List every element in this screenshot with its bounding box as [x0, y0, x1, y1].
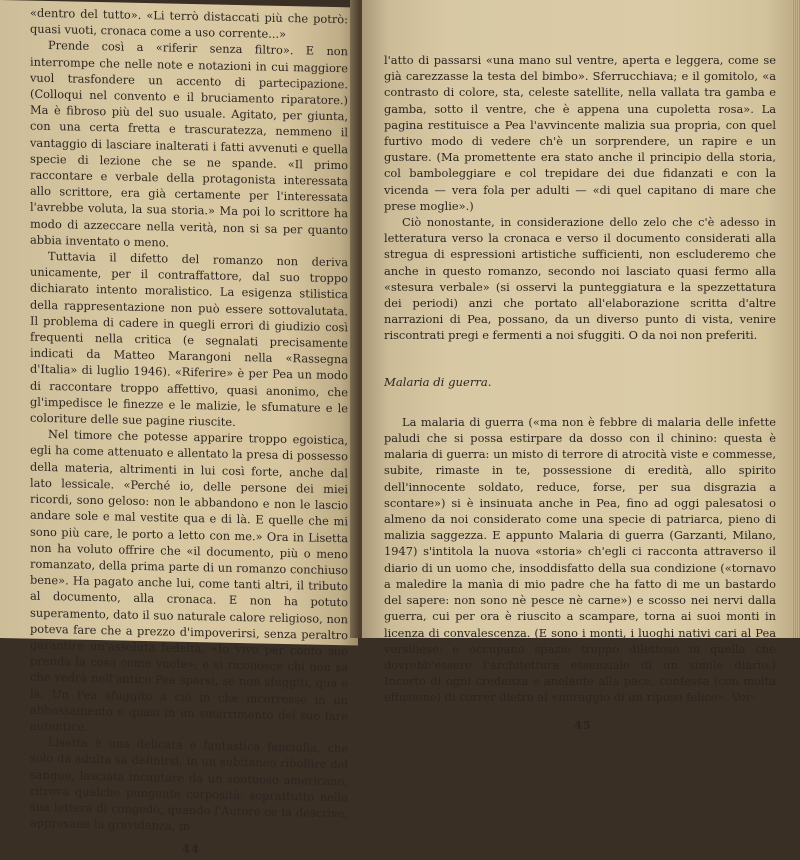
left-paragraph-5: Lisetta è una delicata e fantastica fanciulla, che solo da adulta sa definirsi, in un subitaneo ribollire del sangue, lasciata incantare da un sontuoso americano, ritrova qualche pungente corposità: soprattutto nella sua lettera di congedo, quando l'Autore ce la descrive, appresane la gravidanza, in [30, 735, 348, 834]
right-paragraph-3: La malaria di guerra («ma non è febbre di malaria delle infette paludi che si possa estirpare da dosso con il chinino: questa è malaria di guerra: un misto di terrore di atrocità viste e commesse, subite, rimaste in te, possessione di eredità, allo spirito dell'innocente soldato, reduce, forse, per sua disgrazia a scontare») si è insinuata anche in Pea, fino ad oggi palesatosi o almeno da noi considerato come una specie di patriarca, pieno di malizia saggezza. E appunto Malaria di guerra (Garzanti, Milano, 1947) s'intitola la nuova «storia» ch'egli ci racconta attraverso il diario di un uomo che, insoddisfatto della sua condizione («tornavo a maledire la manìa di mio padre che ha fatto di me un bastardo del sapere: non sono nè pesce nè carne») e scosso nei nervi dalla guerra, cui per ora è riuscito a scampare, torna ai suoi monti in licenza di convalescenza. (E sono i monti, i luoghi nativi cari al Pea versiliese: e occupano spazio troppo dilettoso in quella che dovrebb'essere l'architettura essenziale di un simile diario.) Incerto di ogni credenza e anelante alla pace, confessa (con molta effusione) di correr dietro al «miraggio di un riposo felice». Vor- [384, 414, 776, 705]
left-paragraph-4: Nel timore che potesse apparire troppo egoistica, egli ha come attenuato e allentato la presa di possesso della materia, altrimenti in lui così forte, anche dal lato lessicale. «Perché io, delle persone dei miei ricordi, sono geloso: non le abbandono e non le lascio andare sole e mal vestite qua e di là. E quelle che mi sono più care, le porto a letto con me.» Ora in Lisetta non ha voluto offrire che «il documento, più o meno romanzato, della prima parte di un romanzo conchiuso bene». Ha pagato anche lui, come tanti altri, il tributo al documento, alla cronaca. E non ha potuto superamento, dato il suo naturale calore religioso, non poteva fare che a prezzo d'impoverirsi, senza peraltro garantire un'assoluta fedeltà. «Io vivo per conto suo prenda la cosa come vuole»; e si riconosce chi non sa che vedrà nell'antico Pea sparsi, se non sfuggiti, qua e là. Un Pea sfuggito a ciò in che incorresse in un abbassamento e quasi in un smarrimento del suo fare autentico. [30, 427, 348, 734]
right-paragraph-2: Ciò nonostante, in considerazione dello zelo che c'è adesso in letteratura verso la cronaca e verso il documento considerati alla stregua di espressioni artistiche sufficienti, non escluderemo che anche in questo romanzo, secondo noi lasciato quasi fermo alla «stesura verbale» (si osservi la punteggiatura e la spezzettatura dei periodi) anzi che portato all'elaborazione scritta d'altre narrazioni di Pea, possano, da un diverso punto di vista, venire riscontrati pregi e fermenti a noi sfuggiti. O da noi non preferiti. [384, 215, 776, 343]
right-page [362, 0, 800, 732]
right-page-text [384, 52, 776, 706]
left-paragraph-2: Prende così a «riferir senza filtro». E non interrompe che nelle note e notazioni in cui maggiore vuol trasfondere un accento di partecipazione. (Colloqui nel convento e il bruciamento riparatore.) Ma è fibroso più del suo usuale. Agitato, per giunta, con una certa fretta e trascuratezza, nemmeno il vantaggio di lasciare inalterati i fatti avvenuti e quella specie di lezione che se ne spande. «Il primo raccontare e verbale della protagonista interessata allo scrittore, era già certamente per l'interessata l'avrebbe voluta, la sua storia.» Ma poi lo scrittore ha modo di azzeccare nella verità, non si sa per quanto abbia inventato o meno. [30, 38, 348, 250]
left-paragraph-1: «dentro del tutto». «Li terrò distaccati più che potrò: quasi vuoti, cronaca come a uso corrente...» [30, 5, 348, 42]
left-paragraph-3: Tuttavia il difetto del romanzo non deriva unicamente, per il contraffattore, dal suo troppo dichiarato intento moralistico. La esigenza stilistica della rappresentazione non può essere sottovalutata. Il problema di cadere in quegli errori di giudizio così frequenti nella critica (e segnalati precisamente indicati da Matteo Marangoni nella «Rassegna d'Italia» di luglio 1946). «Riferire» è per Pea un modo di raccontare troppo affettivo, quasi anonimo, che gl'impedisce le finezze e le malizie, le sfumature e le coloriture delle sue pagine riuscite. [30, 249, 348, 430]
right-page-number: 45 [573, 717, 592, 732]
section-title: Malaria di guerra. [384, 374, 492, 389]
right-paragraph-1: l'atto di passarsi «una mano sul ventre, aperta e leggera, come se già carezzasse la testa del bimbo». Sferrucchiava; e il gomitolo, «a contrasto di colore, sta, celeste satellite, nella vallata tra gamba e gamba, sotto il ventre, che è appena una cupoletta rosa». La pagina restituisce a Pea l'avvincente malizia sua propria, con quel furtivo modo di vedere ch'è un sorprendere, un rapire e un gustare. (Ma promettente era stato anche il principio della storia, col bamboleggiare e col trepidare dei due fidanzati e con la vicenda — vera fola per adulti — «di quel capitano di mare che prese moglie».) [384, 53, 776, 213]
left-page-number: 44 [181, 842, 200, 857]
left-page [0, 0, 358, 857]
page-edges [792, 0, 800, 638]
left-page-text [30, 5, 348, 838]
